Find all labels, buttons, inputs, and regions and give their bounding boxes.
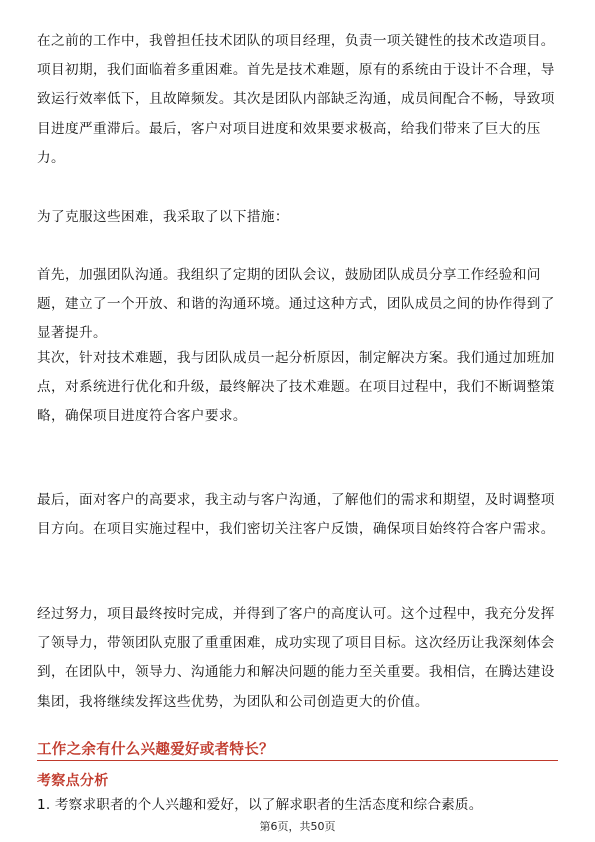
paragraph-team-communication: 首先，加强团队沟通。我组织了定期的团队会议，鼓励团队成员分享工作经验和问题，建立了一个开放、和谐的沟通环境。通过这种方式，团队成员之间的协作得到了显著提升。 bbox=[37, 267, 555, 342]
analysis-subheading: 考察点分析 bbox=[37, 773, 109, 789]
paragraph-measures-intro: 为了克服这些困难，我采取了以下措施： bbox=[37, 209, 289, 225]
paragraph-technical-problems: 其次，针对技术难题，我与团队成员一起分析原因，制定解决方案。我们通过加班加点，对系统进行优化和升级，最终解决了技术难题。在项目过程中，我们不断调整策略，确保项目进度符合客户要求。 bbox=[37, 350, 555, 425]
paragraph-project-background: 在之前的工作中，我曾担任技术团队的项目经理，负责一项关键性的技术改造项目。项目初期，我们面临着多重困难。首先是技术难题，原有的系统由于设计不合理，导致运行效率低下，且故障频发。其次是团队内部缺乏沟通，成员间配合不畅，导致项目进度严重滞后。最后，客户对项目进度和效果要求极高，给我们带来了巨大的压力。 bbox=[37, 33, 555, 166]
section-divider bbox=[37, 760, 558, 761]
page-number-footer: 第6页，共50页 bbox=[259, 820, 336, 833]
analysis-list-item: 1. 考察求职者的个人兴趣和爱好，以了解求职者的生活态度和综合素质。 bbox=[37, 797, 483, 813]
question-heading: 工作之余有什么兴趣爱好或者特长？ bbox=[37, 742, 274, 758]
paragraph-outcome: 经过努力，项目最终按时完成，并得到了客户的高度认可。这个过程中，我充分发挥了领导力，带领团队克服了重重困难，成功实现了项目目标。这次经历让我深刻体会到，在团队中，领导力、沟通能力和解决问题的能力至关重要。我相信，在腾达建设集团，我将继续发挥这些优势，为团队和公司创造更大的价值。 bbox=[37, 606, 555, 710]
paragraph-customer-demands: 最后，面对客户的高要求，我主动与客户沟通，了解他们的需求和期望，及时调整项目方向。在项目实施过程中，我们密切关注客户反馈，确保项目始终符合客户需求。 bbox=[37, 492, 555, 538]
